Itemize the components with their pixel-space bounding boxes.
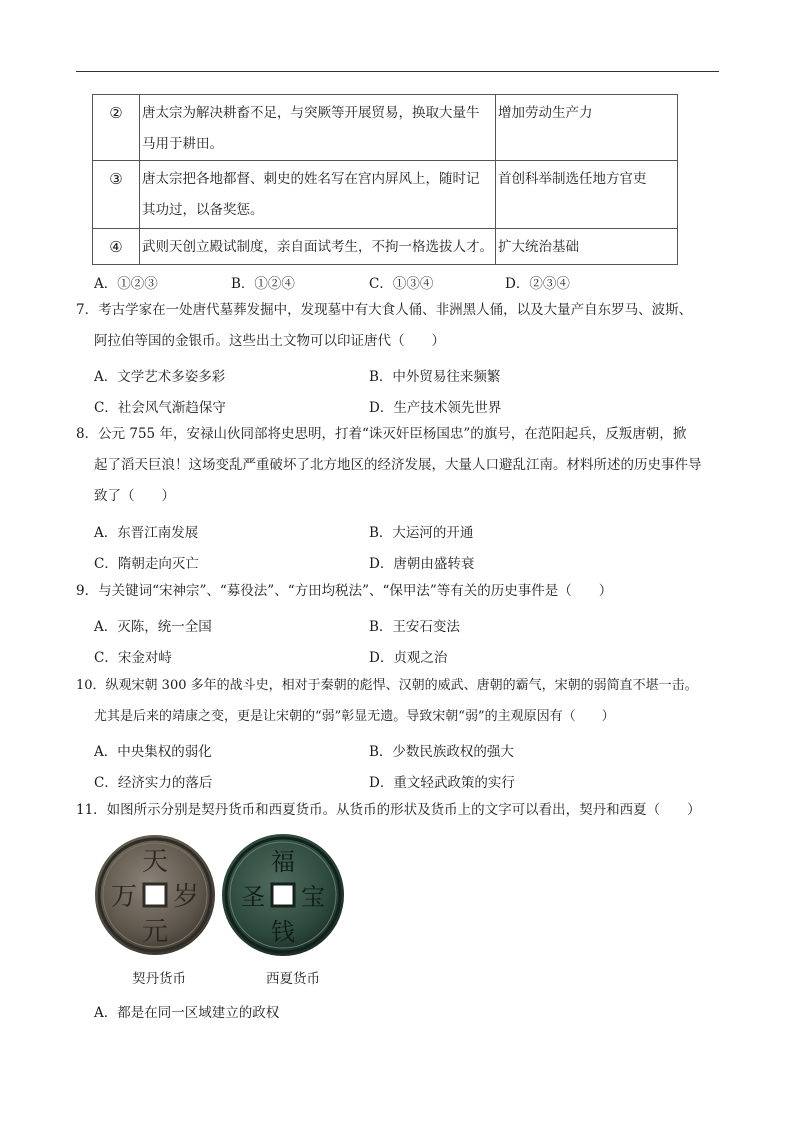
q8-choice-b[interactable]: B．大运河的开通 <box>369 525 474 541</box>
q7-choice-d[interactable]: D．生产技术领先世界 <box>369 400 502 416</box>
row-result: 扩大统治基础 <box>496 229 678 265</box>
row-result: 增加劳动生产力 <box>496 95 678 161</box>
q9-choice-c[interactable]: C．宋金对峙 <box>94 650 172 666</box>
q7-choice-b[interactable]: B．中外贸易往来频繁 <box>369 369 501 385</box>
q10-choice-d[interactable]: D．重文轻武政策的实行 <box>369 775 515 791</box>
table-row <box>93 95 678 161</box>
western-xia-coin-image <box>222 834 344 956</box>
table-row <box>93 229 678 265</box>
q11-choice-a[interactable]: A．都是在同一区域建立的政权 <box>94 1005 280 1021</box>
western-xia-coin-caption: 西夏货币 <box>266 971 320 987</box>
q6-choice-c[interactable]: C．①③④ <box>369 276 434 292</box>
svg-text:天: 天 <box>141 847 169 877</box>
row-number: ② <box>93 95 140 161</box>
q8-choice-d[interactable]: D．唐朝由盛转衰 <box>369 556 475 572</box>
q9-choice-b[interactable]: B．王安石变法 <box>369 619 460 635</box>
row-number: ③ <box>93 161 140 229</box>
svg-text:宝: 宝 <box>301 883 325 911</box>
question-6-options-table <box>92 94 678 265</box>
svg-text:福: 福 <box>271 848 295 876</box>
row-event-line: 马用于耕田。 <box>142 136 223 152</box>
q10-choice-a[interactable]: A．中央集权的弱化 <box>94 744 212 760</box>
q6-choice-b[interactable]: B．①②④ <box>231 276 295 292</box>
khitan-coin-caption: 契丹货币 <box>132 971 186 987</box>
q10-stem: 10．纵观宋朝 300 多年的战斗史，相对于秦朝的彪悍、汉朝的威武、唐朝的霸气，宋朝的弱简直不堪一击。 尤其是后来的靖康之变，更是让宋朝的“弱”彰显无遗。导致宋朝“弱”的主观原因有（ ） <box>76 678 698 724</box>
table-row <box>93 161 678 229</box>
header-rule <box>76 71 719 72</box>
svg-text:元: 元 <box>141 917 169 947</box>
khitan-coin-image <box>95 835 215 955</box>
q10-choice-c[interactable]: C．经济实力的落后 <box>94 775 213 791</box>
q7-choice-a[interactable]: A．文学艺术多姿多彩 <box>94 369 226 385</box>
row-event-line: 唐太宗把各地都督、刺史的姓名写在宫内屏风上，随时记 <box>142 171 480 187</box>
q9-choice-d[interactable]: D．贞观之治 <box>369 650 448 666</box>
q8-choice-a[interactable]: A．东晋江南发展 <box>94 525 199 541</box>
row-result: 首创科举制选任地方官吏 <box>496 161 678 229</box>
row-event-line: 唐太宗为解决耕畜不足，与突厥等开展贸易，换取大量牛 <box>142 105 480 121</box>
q9-stem: 9．与关键词“宋神宗”、“募役法”、“方田均税法”、“保甲法”等有关的历史事件是（ ） <box>76 583 613 599</box>
svg-text:钱: 钱 <box>271 918 295 946</box>
svg-text:万: 万 <box>110 882 138 912</box>
q9-choice-a[interactable]: A．灭陈，统一全国 <box>94 619 212 635</box>
q7-choice-c[interactable]: C．社会风气渐趋保守 <box>94 400 226 416</box>
coins-figure <box>95 830 355 990</box>
row-event-line: 武则天创立殿试制度，亲自面试考生，不拘一格选拔人才。 <box>142 239 493 255</box>
q8-choice-c[interactable]: C．隋朝走向灭亡 <box>94 556 199 572</box>
q11-stem: 11．如图所示分别是契丹货币和西夏货币。从货币的形状及货币上的文字可以看出，契丹和西夏（ ） <box>76 802 701 818</box>
q10-choice-b[interactable]: B．少数民族政权的强大 <box>369 744 514 760</box>
q6-choice-a[interactable]: A．①②③ <box>94 276 158 292</box>
q8-stem: 8．公元 755 年，安禄山伙同部将史思明，打着“诛灭奸臣杨国忠”的旗号，在范阳起兵，反叛唐朝，掀 起了滔天巨浪！这场变乱严重破坏了北方地区的经济发展，大量人口避乱江南。材料所述的历史事件导 致了（ ） <box>76 426 702 504</box>
svg-text:岁: 岁 <box>172 882 200 912</box>
q6-choice-d[interactable]: D．②③④ <box>505 276 570 292</box>
row-event-line: 其功过，以备奖惩。 <box>142 202 264 218</box>
svg-text:圣: 圣 <box>241 883 265 911</box>
q7-stem: 7．考古学家在一处唐代墓葬发掘中，发现墓中有大食人俑、非洲黑人俑，以及大量产自东罗马、波斯、 阿拉伯等国的金银币。这些出土文物可以印证唐代（ ） <box>76 302 693 349</box>
row-number: ④ <box>93 229 140 265</box>
